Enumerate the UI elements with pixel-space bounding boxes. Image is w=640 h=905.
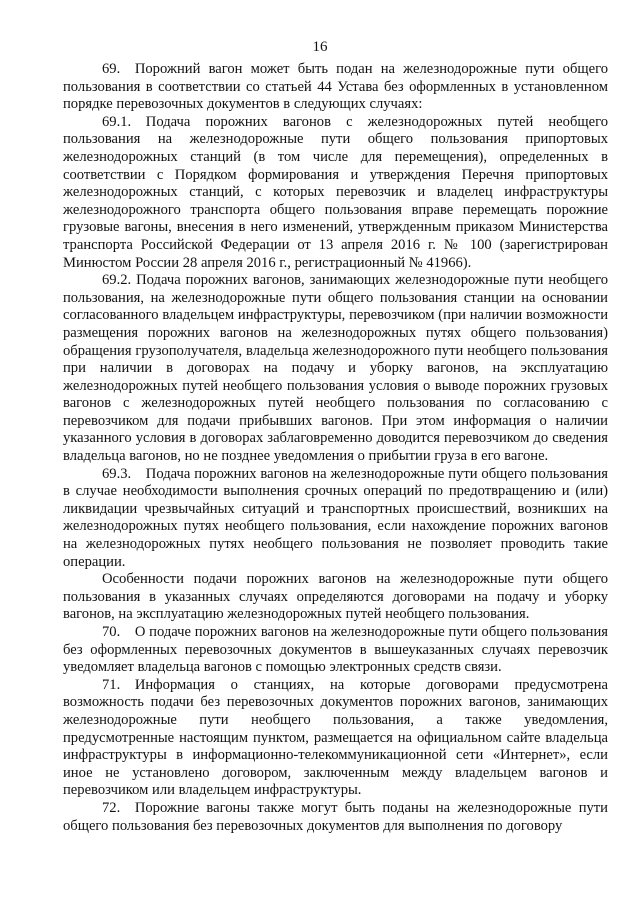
paragraph-69: 69. Порожний вагон может быть подан на железнодорожные пути общего пользования в соответствии со статьей 44 Устава без оформленных в установленном порядке перевозочных документов в следующих случаях: bbox=[63, 61, 608, 113]
paragraph-69-2: 69.2. Подача порожних вагонов, занимающих железнодорожные пути необщего пользования, на железнодорожные пути общего пользования станции на основании согласованного владельцем инфраструктуры, перевозчиком (при наличии возможности размещения порожних вагонов на железнодорожных путях общего пользования) обращения грузополучателя, владельца железнодорожного пути необщего пользования при наличии в договорах на подачу и уборку вагонов, на эксплуатацию железнодорожных путей необщего пользования условия о выводе порожних грузовых вагонов с железнодорожных путей необщего пользования по согласованию с перевозчиком для подачи прибывших вагонов. При этом информация о наличии указанного условия в договорах заблаговременно доводится перевозчиком до сведения владельца вагонов, но не позднее уведомления о прибытии груза в его вагоне. bbox=[63, 272, 608, 465]
paragraph-72: 72. Порожние вагоны также могут быть поданы на железнодорожные пути общего пользования без перевозочных документов для выполнения по договору bbox=[63, 799, 608, 834]
paragraph-69-1: 69.1. Подача порожних вагонов с железнодорожных путей необщего пользования на железнодорожные пути общего пользования припортовых железнодорожных станций (в том числе для перемещения), определенных в соответствии с Порядком формирования и утверждения Перечня припортовых железнодорожных станций, с которых перевозчик и владелец инфраструктуры железнодорожного транспорта общего пользования вправе перемещать порожние грузовые вагоны, внесения в него изменений, утвержденным приказом Министерства транспорта Российской Федерации от 13 апреля 2016 г. № 100 (зарегистрирован Минюстом России 28 апреля 2016 г., регистрационный № 41966). bbox=[63, 113, 608, 271]
paragraph-70: 70. О подаче порожних вагонов на железнодорожные пути общего пользования без оформленных перевозочных документов в вышеуказанных случаях перевозчик уведомляет владельца вагонов с помощью электронных средств связи. bbox=[63, 624, 608, 676]
document-body bbox=[63, 61, 608, 835]
paragraph-features: Особенности подачи порожних вагонов на железнодорожные пути общего пользования в указанных случаях определяются договорами на подачу и уборку вагонов, на эксплуатацию железнодорожных путей необщего пользования. bbox=[63, 571, 608, 623]
paragraph-69-3: 69.3. Подача порожних вагонов на железнодорожные пути общего пользования в случае необходимости выполнения срочных операций по предотвращению и (или) ликвидации чрезвычайных ситуаций и транспортных происшествий, возникших на железнодорожных путях необщего пользования, если нахождение порожних вагонов на железнодорожных путях необщего пользования не позволяет проводить такие операции. bbox=[63, 465, 608, 570]
paragraph-71: 71. Информация о станциях, на которые договорами предусмотрена возможность подачи без перевозочных документов порожних вагонов, занимающих железнодорожные пути необщего пользования, а также уведомления, предусмотренные настоящим пунктом, размещается на официальном сайте владельца инфраструктуры в информационно-телекоммуникационной сети «Интернет», если иное не установлено договором, заключенным между владельцем вагонов и перевозчиком или владельцем инфраструктуры. bbox=[63, 676, 608, 799]
page-number: 16 bbox=[312, 39, 328, 55]
